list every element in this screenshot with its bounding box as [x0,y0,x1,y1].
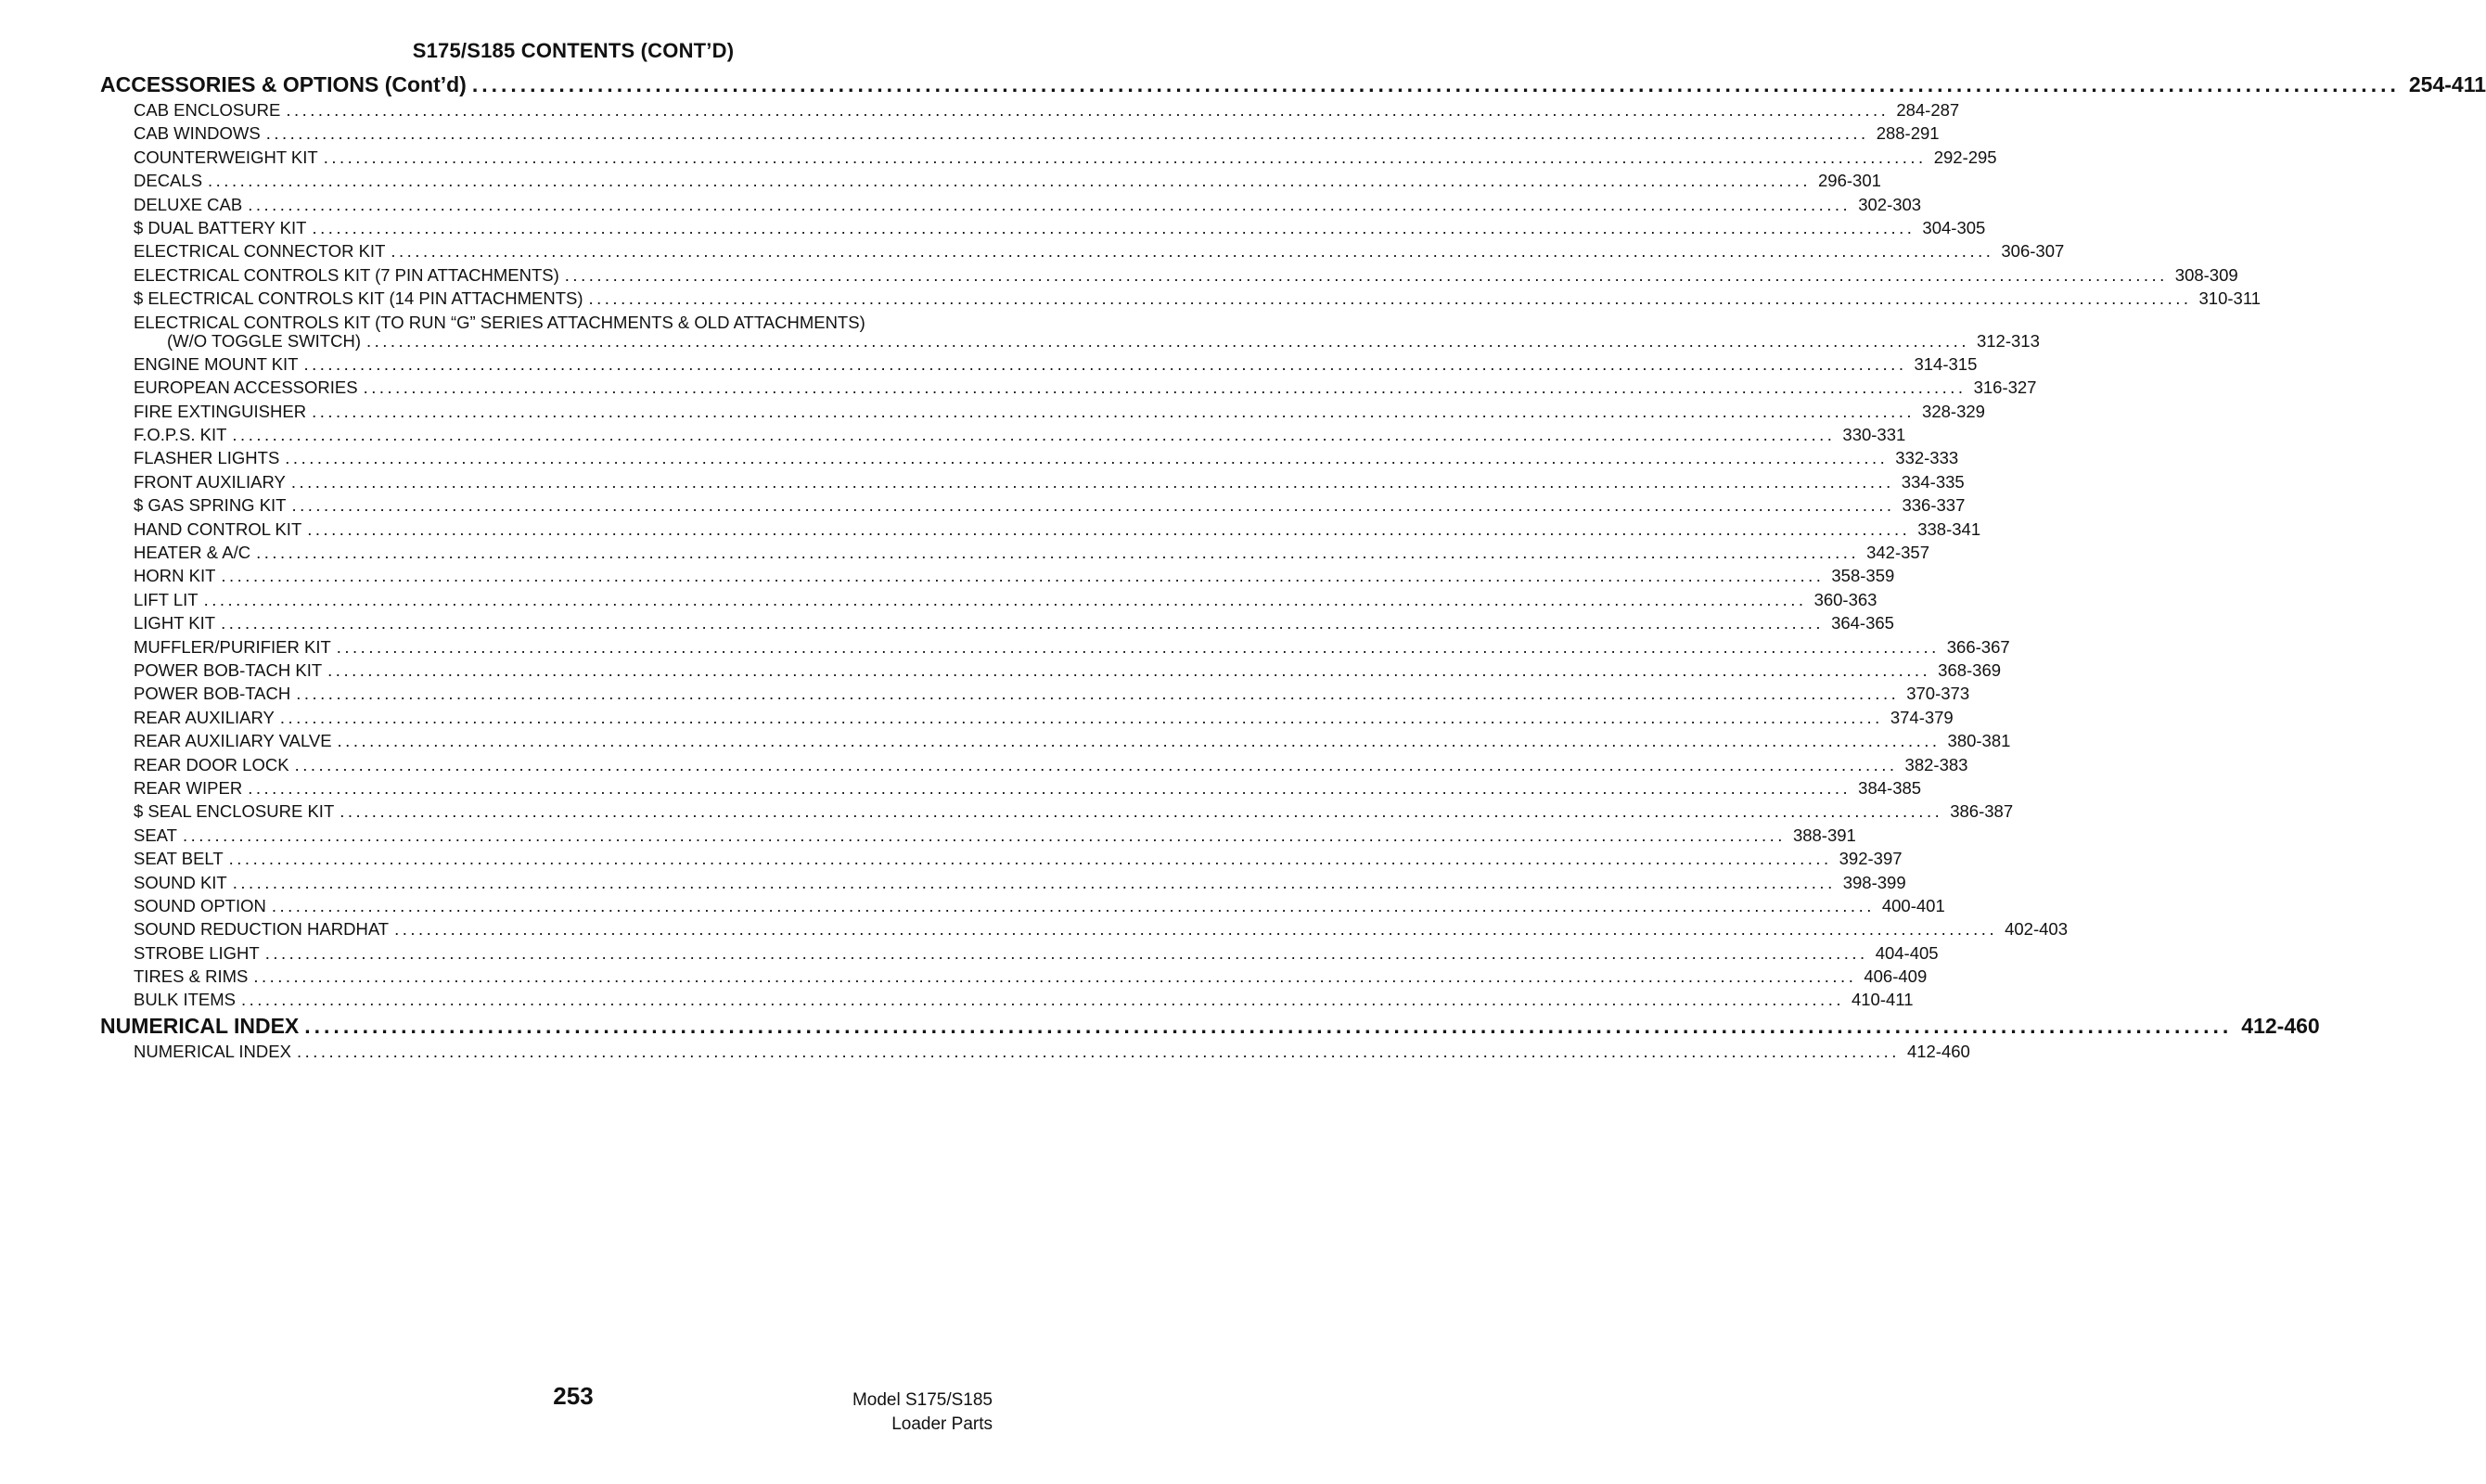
toc-entry-label: ENGINE MOUNT KIT [134,353,299,374]
toc-entry [100,825,1856,849]
toc-entry-label: HEATER & A/C [134,543,251,563]
dot-leader: ........................................................................................................................................................................................................ [363,377,1967,398]
toc-entry-pages: 288-291 [1876,123,1940,144]
dot-leader: ........................................................................................................................................................................................................ [296,1041,1900,1061]
dot-leader: ........................................................................................................................................................................................................ [394,919,1998,940]
toc-entry-pages: 342-357 [1866,543,1929,563]
dot-leader: ........................................................................................................................................................................................................ [312,217,1916,237]
toc-entry [100,401,1985,425]
toc-entry-label: STROBE LIGHT [134,942,260,963]
toc-entry [100,448,1959,471]
toc-entry-pages: 334-335 [1901,471,1965,492]
toc-entry-label: ELECTRICAL CONTROLS KIT (7 PIN ATTACHMENTS) [134,264,559,285]
toc-entry-label: SOUND KIT [134,872,227,892]
toc-entry-pages: 374-379 [1890,707,1954,727]
dot-leader: ........................................................................................................................................................................................................ [285,448,1889,468]
dot-leader: ........................................................................................................................................................................................................ [327,659,1931,680]
dot-leader: ........................................................................................................................................................................................................ [241,990,1844,1010]
dot-leader: ........................................................................................................................................................................................................ [564,264,2168,285]
toc-entry-pages: 308-309 [2174,264,2238,285]
toc-entry-pages: 382-383 [1904,754,1968,774]
toc-entry-pages: 386-387 [1950,801,2014,822]
toc-entry-pages: 292-295 [1933,147,1997,167]
dot-leader: ........................................................................................................................................................................................................ [340,801,1943,822]
section-pages: 412-460 [2241,1013,2320,1038]
toc-entry-pages: 284-287 [1896,100,1960,120]
dot-leader: ........................................................................................................................................................................................................ [248,194,1852,214]
dot-leader: ........................................................................................................................................................................................................ [253,966,1857,987]
toc-entry [100,100,1960,123]
toc-entry-label: REAR AUXILIARY [134,707,275,727]
toc-entry-label: TIRES & RIMS [134,966,249,987]
toc-entry [100,241,2065,264]
toc-entry [100,707,1954,731]
toc-entry-pages: 366-367 [1946,636,2010,657]
toc-entry-pages: 338-341 [1917,518,1981,539]
section-heading [100,72,2486,100]
toc-entry [100,919,2068,942]
footer-model: Model S175/S185 [852,1390,993,1410]
toc-entry-pages: 306-307 [2001,241,2065,262]
dot-leader: ........................................................................................................................................................................................................ [279,707,1883,727]
section-heading [100,1013,2320,1042]
toc-entry-pages: 310-311 [2198,288,2262,309]
dot-leader: ........................................................................................................................................................................................................ [290,471,1894,492]
toc-entry-pages: 392-397 [1839,849,1903,869]
toc-entry-pages: 328-329 [1922,401,1985,421]
toc-entry-label: CAB WINDOWS [134,123,261,144]
toc-entry-label: HORN KIT [134,566,216,586]
toc-entry-pages: 302-303 [1858,194,1922,214]
dot-leader: ........................................................................................................................................................................................................ [208,171,1812,191]
toc-entry-label: $ SEAL ENCLOSURE KIT [134,801,335,822]
toc-entry-continuation [134,330,2040,354]
toc-entry-label: DELUXE CAB [134,194,243,214]
page-title: S175/S185 CONTENTS (CONT’D) [412,39,735,62]
toc-entry-label: NUMERICAL INDEX [134,1041,291,1061]
toc-entry-pages: 412-460 [1906,1041,1970,1061]
toc-entry [100,566,1895,589]
dot-leader: ........................................................................................................................................................................................................ [391,241,1994,262]
toc-entry [100,801,2014,825]
toc-entry [100,194,1922,218]
toc-entry [100,731,2011,754]
toc-entry [100,589,1877,613]
toc-entry-label: SEAT [134,825,177,845]
toc-entry-pages: 368-369 [1938,659,2002,680]
toc-entry-pages: 400-401 [1881,895,1945,915]
toc-entry-label-continued: (W/O TOGGLE SWITCH) [167,330,361,351]
toc-entry-pages: 406-409 [1864,966,1928,987]
toc-entry [100,353,1978,377]
dot-leader: ........................................................................................................................................................................................................ [588,288,2192,309]
toc-entry-label: FIRE EXTINGUISHER [134,401,307,421]
toc-entry-label: FLASHER LIGHTS [134,448,280,468]
toc-entry-pages: 380-381 [1947,731,2011,751]
toc-entry-pages: 316-327 [1973,377,2037,398]
dot-leader: ........................................................................................................................................................................................................ [182,825,1786,845]
toc-entry-label: DECALS [134,171,203,191]
toc-entry-pages: 388-391 [1792,825,1856,845]
dot-leader: ........................................................................................................................................................................................................ [304,1013,2233,1038]
toc-entry-pages: 314-315 [1914,353,1978,374]
dot-leader: ........................................................................................................................................................................................................ [232,872,1836,892]
toc-entry-label: REAR WIPER [134,777,243,798]
toc-entry [100,895,1945,919]
toc-entry-pages: 384-385 [1858,777,1922,798]
dot-leader: ........................................................................................................................................................................................................ [471,72,2400,96]
dot-leader: ........................................................................................................................................................................................................ [232,425,1836,445]
section-title: ACCESSORIES & OPTIONS (Cont’d) [100,72,467,96]
toc-entry [100,495,1966,518]
toc-entry-label: EUROPEAN ACCESSORIES [134,377,358,398]
toc-entry-pages: 358-359 [1831,566,1895,586]
toc-entry [100,613,1894,636]
toc-entry-label: REAR DOOR LOCK [134,754,289,774]
toc-entry [100,217,1986,241]
toc-entry-pages: 404-405 [1875,942,1939,963]
dot-leader: ........................................................................................................................................................................................................ [323,147,1927,167]
footer-subtitle: Loader Parts [891,1414,993,1434]
toc-entry-label: POWER BOB-TACH KIT [134,659,323,680]
toc-entry [100,684,1970,707]
dot-leader: ........................................................................................................................................................................................................ [286,100,1890,120]
table-of-contents [100,72,2486,1065]
toc-entry-pages: 330-331 [1842,425,1906,445]
toc-entry-label: $ GAS SPRING KIT [134,495,287,516]
dot-leader: ........................................................................................................................................................................................................ [221,566,1825,586]
toc-entry-label: REAR AUXILIARY VALVE [134,731,332,751]
toc-entry-pages: 312-313 [1976,330,2040,351]
toc-entry [100,171,1881,194]
toc-entry [100,123,1940,147]
footer-model-block [852,1388,993,1437]
dot-leader: ........................................................................................................................................................................................................ [296,684,1900,704]
toc-entry-label: CAB ENCLOSURE [134,100,281,120]
toc-entry [100,849,1903,872]
dot-leader: ........................................................................................................................................................................................................ [307,518,1911,539]
toc-entry-pages: 332-333 [1895,448,1959,468]
dot-leader: ........................................................................................................................................................................................................ [294,754,1898,774]
toc-entry [100,312,2040,354]
toc-entry [100,288,2262,312]
toc-entry-label: HAND CONTROL KIT [134,518,302,539]
dot-leader: ........................................................................................................................................................................................................ [271,895,1875,915]
toc-entry-pages: 304-305 [1922,217,1986,237]
toc-entry-pages: 336-337 [1902,495,1966,516]
toc-entry-pages: 364-365 [1831,613,1894,633]
toc-entry [100,659,2002,684]
dot-leader: ........................................................................................................................................................................................................ [203,589,1807,609]
toc-entry [100,518,1981,543]
toc-entry-label: $ DUAL BATTERY KIT [134,217,307,237]
toc-entry [100,966,1928,990]
dot-leader: ........................................................................................................................................................................................................ [291,495,1895,516]
toc-entry [100,942,1939,966]
toc-entry-label: SOUND OPTION [134,895,266,915]
page-number: 253 [553,1382,594,1410]
dot-leader: ........................................................................................................................................................................................................ [248,777,1852,798]
toc-entry-pages: 370-373 [1906,684,1970,704]
toc-entry-label: SEAT BELT [134,849,224,869]
section-title: NUMERICAL INDEX [100,1013,300,1038]
toc-entry-label: LIFT LIT [134,589,199,609]
toc-entry-pages: 402-403 [2005,919,2068,940]
toc-entry [100,777,1922,801]
toc-entry [100,264,2238,288]
dot-leader: ........................................................................................................................................................................................................ [337,731,1941,751]
toc-entry [100,754,1968,778]
toc-entry-label: ELECTRICAL CONTROLS KIT (TO RUN “G” SERIES ATTACHMENTS & OLD ATTACHMENTS) [134,312,865,332]
toc-entry [100,147,1997,171]
toc-entry-label: LIGHT KIT [134,613,216,633]
toc-entry-label: FRONT AUXILIARY [134,471,286,492]
toc-entry-label: SOUND REDUCTION HARDHAT [134,919,390,940]
dot-leader: ........................................................................................................................................................................................................ [221,613,1825,633]
dot-leader: ........................................................................................................................................................................................................ [264,942,1868,963]
dot-leader: ........................................................................................................................................................................................................ [256,543,1860,563]
toc-entry [100,543,1929,566]
dot-leader: ........................................................................................................................................................................................................ [228,849,1832,869]
toc-entry-label: MUFFLER/PURIFIER KIT [134,636,331,657]
toc-entry-label: POWER BOB-TACH [134,684,291,704]
dot-leader: ........................................................................................................................................................................................................ [365,330,1969,351]
toc-entry-pages: 360-363 [1813,589,1877,609]
toc-entry-pages: 398-399 [1842,872,1906,892]
toc-entry-label: ELECTRICAL CONNECTOR KIT [134,241,386,262]
dot-leader: ........................................................................................................................................................................................................ [336,636,1940,657]
toc-entry [100,872,1906,896]
toc-entry [100,425,1906,448]
toc-entry [100,377,2037,401]
toc-entry [100,636,2010,660]
toc-entry-label: F.O.P.S. KIT [134,425,227,445]
dot-leader: ........................................................................................................................................................................................................ [303,353,1907,374]
dot-leader: ........................................................................................................................................................................................................ [312,401,1916,421]
toc-entry-pages: 410-411 [1851,990,1914,1010]
toc-entry [100,990,1914,1013]
toc-entry-label: COUNTERWEIGHT KIT [134,147,318,167]
toc-entry-pages: 296-301 [1818,171,1881,191]
section-pages: 254-411 [2408,72,2486,96]
toc-entry-label: BULK ITEMS [134,990,236,1010]
toc-entry [100,471,1965,495]
toc-entry-label: $ ELECTRICAL CONTROLS KIT (14 PIN ATTACHMENTS) [134,288,583,309]
toc-entry [100,1041,1970,1065]
dot-leader: ........................................................................................................................................................................................................ [265,123,1869,144]
